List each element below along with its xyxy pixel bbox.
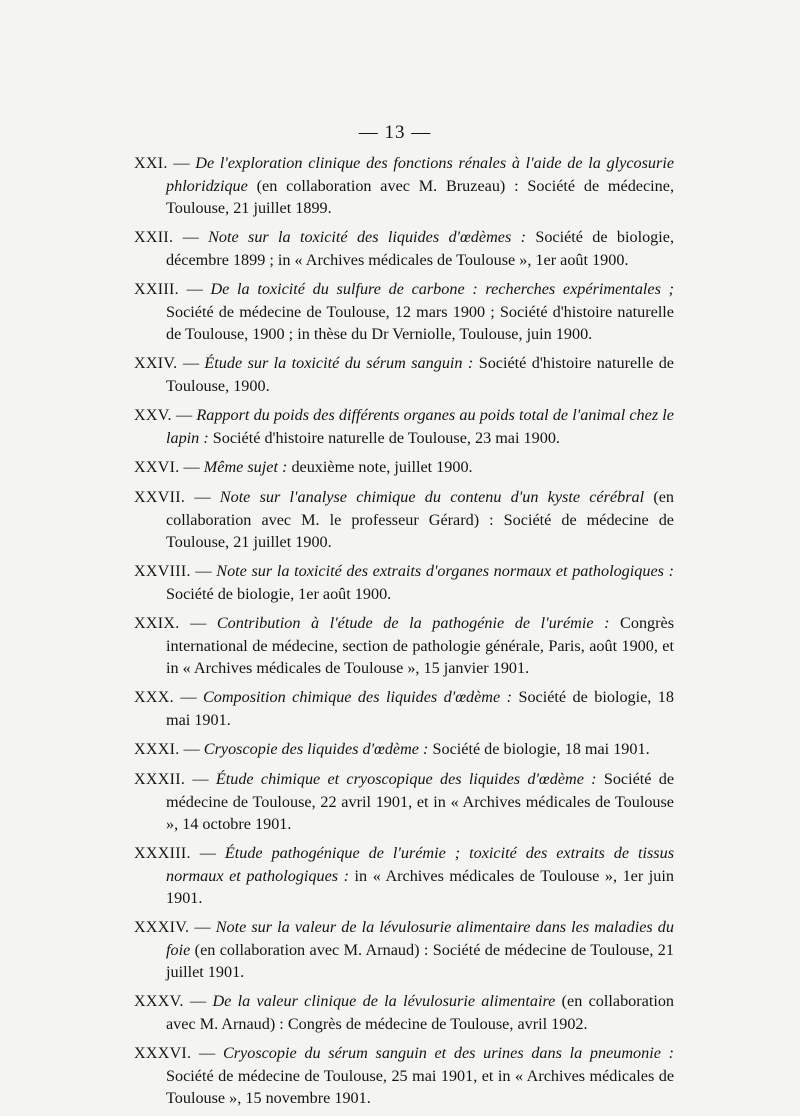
entry-details: Société de médecine de Toulouse, 12 mars 1900 ; Société d'histoire naturelle de Toulouse, 1900 ; in thèse du Dr Verniolle, Toulouse, juin 1900. [166,303,674,343]
entry-title: Note sur la toxicité des extraits d'organes normaux et pathologiques : [216,562,674,580]
entry-details: Société de médecine de Toulouse, 25 mai 1901, et in « Archives médicales de Toulouse », 15 novembre 1901. [166,1067,674,1107]
entry-details: Congrès international de médecine, section de pathologie générale, Paris, août 1900, et in « Archives médicales de Toulouse », 15 janvier 1901. [166,614,675,677]
entry-number: XXXIV. [134,919,190,936]
entry-title: Même sujet : [203,458,288,476]
entry-dash: — [177,354,205,372]
bibliography-entry [134,686,674,731]
page-number: — 13 — [358,122,432,143]
entry-title: Étude sur la toxicité du sérum sanguin : [204,354,474,372]
bibliography-entry [134,842,674,909]
entry-number: XXXIII. [134,845,191,862]
entry-number: XXV. [134,407,172,424]
bibliography-entry [134,916,674,983]
bibliography-entry [134,278,674,345]
entry-dash: — [185,770,216,788]
entry-details: (en collaboration avec M. Arnaud) : Congrès de médecine de Toulouse, avril 1902. [166,992,675,1033]
entry-number: XXXI. [134,741,180,758]
bibliography-entry [134,152,674,219]
entry-title: De la valeur clinique de la lévulosurie alimentaire [212,992,556,1010]
entry-dash: — [167,154,196,172]
entry-details: (en collaboration avec M. Arnaud) : Société de médecine de Toulouse, 21 juillet 1901. [166,941,674,981]
entry-dash: — [178,280,211,298]
entry-number: XXVI. [134,459,180,476]
entry-number: XXXVI. [134,1045,192,1062]
entry-number: XXI. [134,155,168,172]
entry-dash: — [173,228,209,246]
entry-details: Société d'histoire naturelle de Toulouse, 1900. [166,354,674,395]
bibliography-entry [134,486,674,553]
entry-number: XXIV. [134,355,178,372]
entry-title: Contribution à l'étude de la pathogénie de l'urémie : [216,614,610,632]
entry-dash: — [179,740,204,758]
bibliography-entry [134,226,674,271]
entry-dash: — [191,1044,223,1062]
entry-number: XXVIII. [134,563,191,580]
entry-dash: — [190,562,217,580]
entry-details: Société de biologie, 1er août 1900. [166,585,392,603]
entry-title: Note sur l'analyse chimique du contenu d'un kyste cérébral [219,488,645,506]
entry-number: XXVII. [134,489,186,506]
entry-details: Société de biologie, décembre 1899 ; in « Archives médicales de Toulouse », 1er août 1900. [166,228,675,269]
entry-title: Étude pathogénique de l'urémie ; toxicité des extraits de tissus normaux et pathologiques : [166,844,674,885]
entry-dash: — [173,688,203,706]
bibliography-entry [134,456,674,479]
bibliography-list [134,152,674,1116]
bibliography-entry [134,560,674,605]
entry-dash: — [185,488,220,506]
entry-details: (en collaboration avec M. Bruzeau) : Société de médecine, Toulouse, 21 juillet 1899. [166,177,674,217]
entry-dash: — [179,614,217,632]
entry-title: Cryoscopie des liquides d'œdème : [203,740,429,758]
entry-title: Étude chimique et cryoscopique des liquides d'œdème : [215,770,597,788]
entry-details: deuxième note, juillet 1900. [287,458,473,476]
bibliography-entry [134,404,674,449]
entry-details: (en collaboration avec M. le professeur Gérard) : Société de médecine de Toulouse, 21 juillet 1900. [166,488,675,551]
entry-dash: — [189,918,216,936]
entry-number: XXIII. [134,281,179,298]
entry-dash: — [183,992,213,1010]
bibliography-entry [134,612,674,679]
entry-title: De la toxicité du sulfure de carbone : recherches expérimentales ; [210,280,674,298]
entry-number: XXIX. [134,615,180,632]
entry-number: XXII. [134,229,174,246]
entry-dash: — [171,406,197,424]
entry-dash: — [179,458,204,476]
entry-title: Composition chimique des liquides d'œdème : [202,688,512,706]
entry-title: Note sur la toxicité des liquides d'œdèmes : [208,228,526,246]
entry-title: Note sur la valeur de la lévulosurie alimentaire dans les maladies du foie [166,918,674,959]
entry-title: Cryoscopie du sérum sanguin et des urines dans la pneumonie : [222,1044,674,1062]
bibliography-entry [134,352,674,397]
entry-title: De l'exploration clinique des fonctions rénales à l'aide de la glycosurie phloridzique [166,154,675,195]
bibliography-entry [134,738,674,761]
entry-number: XXX. [134,689,174,706]
entry-details: Société de biologie, 18 mai 1901. [428,740,650,758]
entry-title: Rapport du poids des différents organes au poids total de l'animal chez le lapin : [166,406,674,447]
bibliography-entry [134,1042,674,1109]
entry-number: XXXV. [134,993,184,1010]
entry-details: Société d'histoire naturelle de Toulouse, 23 mai 1900. [208,429,560,447]
entry-details: in « Archives médicales de Toulouse », 1er juin 1901. [166,867,674,907]
entry-number: XXXII. [134,771,186,788]
entry-dash: — [190,844,225,862]
entry-details: Société de médecine de Toulouse, 22 avril 1901, et in « Archives médicales de Toulouse », 14 octobre 1901. [166,770,675,833]
bibliography-entry [134,990,674,1035]
bibliography-entry [134,768,674,835]
entry-details: Société de biologie, 18 mai 1901. [166,688,674,729]
